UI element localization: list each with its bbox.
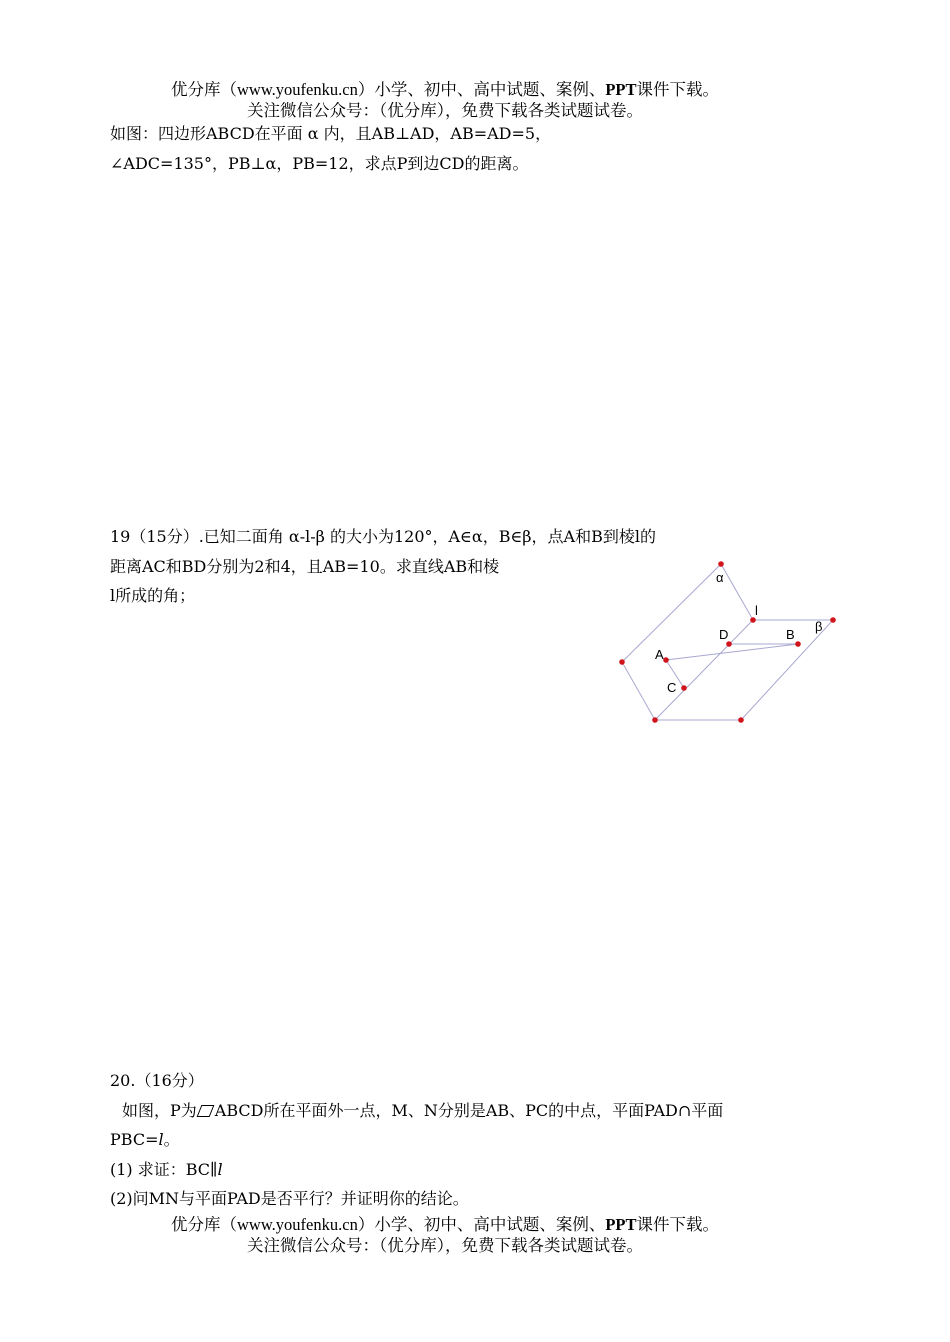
segment-AB [666,644,798,660]
header-text: 优分库（ [171,80,237,99]
q20-line-2 [110,1130,180,1150]
q20-title: 20.（16分） [110,1071,204,1090]
q19-line-1: 19（15分）.已知二面角 α-l-β 的大小为120°，A∈α，B∈β，点A和B到棱l的 [110,527,656,546]
footer-text: 课件下载。 [636,1215,719,1234]
point-B [795,641,801,647]
point-beta-right [830,617,836,623]
edge-l [655,620,753,720]
header-ppt: PPT [605,80,637,99]
point-l-top [750,617,756,623]
footer-url: www.youfenku.cn [237,1215,358,1234]
plane-beta-outline [655,620,833,720]
footer-line-2: 关注微信公众号：（优分库），免费下载各类试题试卷。 [247,1236,643,1255]
point-D [726,641,732,647]
q20-var-l: l [158,1130,164,1149]
footer-ppt: PPT [605,1215,637,1234]
plane-alpha-outline [622,564,753,720]
parallelogram-icon [196,1105,214,1117]
q19-line-2: 距离AC和BD分别为2和4，且AB=10。求直线AB和棱 [110,557,500,576]
point-bottom-right [738,717,744,723]
q20-text: 如图，P为 [122,1101,197,1120]
label-B: B [786,627,795,642]
q19-line-3: l所成的角； [110,586,196,605]
header-line-2: 关注微信公众号：（优分库），免费下载各类试题试卷。 [247,101,643,120]
q20-text: PBC= [110,1130,159,1149]
header-url: www.youfenku.cn [237,80,358,99]
footer-text: 优分库（ [171,1215,237,1234]
q20-part-2: (2)问MN与平面PAD是否平行？并证明你的结论。 [110,1189,469,1208]
q20-text: 。 [163,1130,180,1149]
label-beta: β [815,619,823,634]
q20-part-1 [110,1160,223,1180]
q20-line-1 [122,1101,723,1121]
point-alpha-top [718,561,724,567]
q18-line-2: ∠ADC=135°，PB⊥α，PB=12，求点P到边CD的距离。 [110,154,529,173]
figure-points [619,561,836,723]
header-text: 课件下载。 [636,80,719,99]
header-text: ）小学、初中、高中试题、案例、 [357,80,606,99]
label-C: C [667,680,677,695]
q20-text: ABCD所在平面外一点，M、N分别是AB、PC的中点，平面PAD∩平面 [214,1101,724,1120]
q18-line-1: 如图：四边形ABCD在平面 α 内，且AB⊥AD，AB=AD=5， [110,124,552,143]
label-A: A [655,647,664,662]
point-left [619,659,625,665]
q20-var-l: l [217,1160,223,1179]
footer-text: ）小学、初中、高中试题、案例、 [357,1215,606,1234]
footer-line-1 [171,1215,719,1235]
header-line-1 [171,80,719,100]
point-bottom-left [652,717,658,723]
label-D: D [719,627,729,642]
label-l: l [755,603,758,618]
dihedral-figure [600,555,850,735]
label-alpha: α [716,570,724,585]
point-A [663,657,669,663]
point-C [681,685,687,691]
q20-text: (1) 求证：BC∥ [110,1160,218,1179]
